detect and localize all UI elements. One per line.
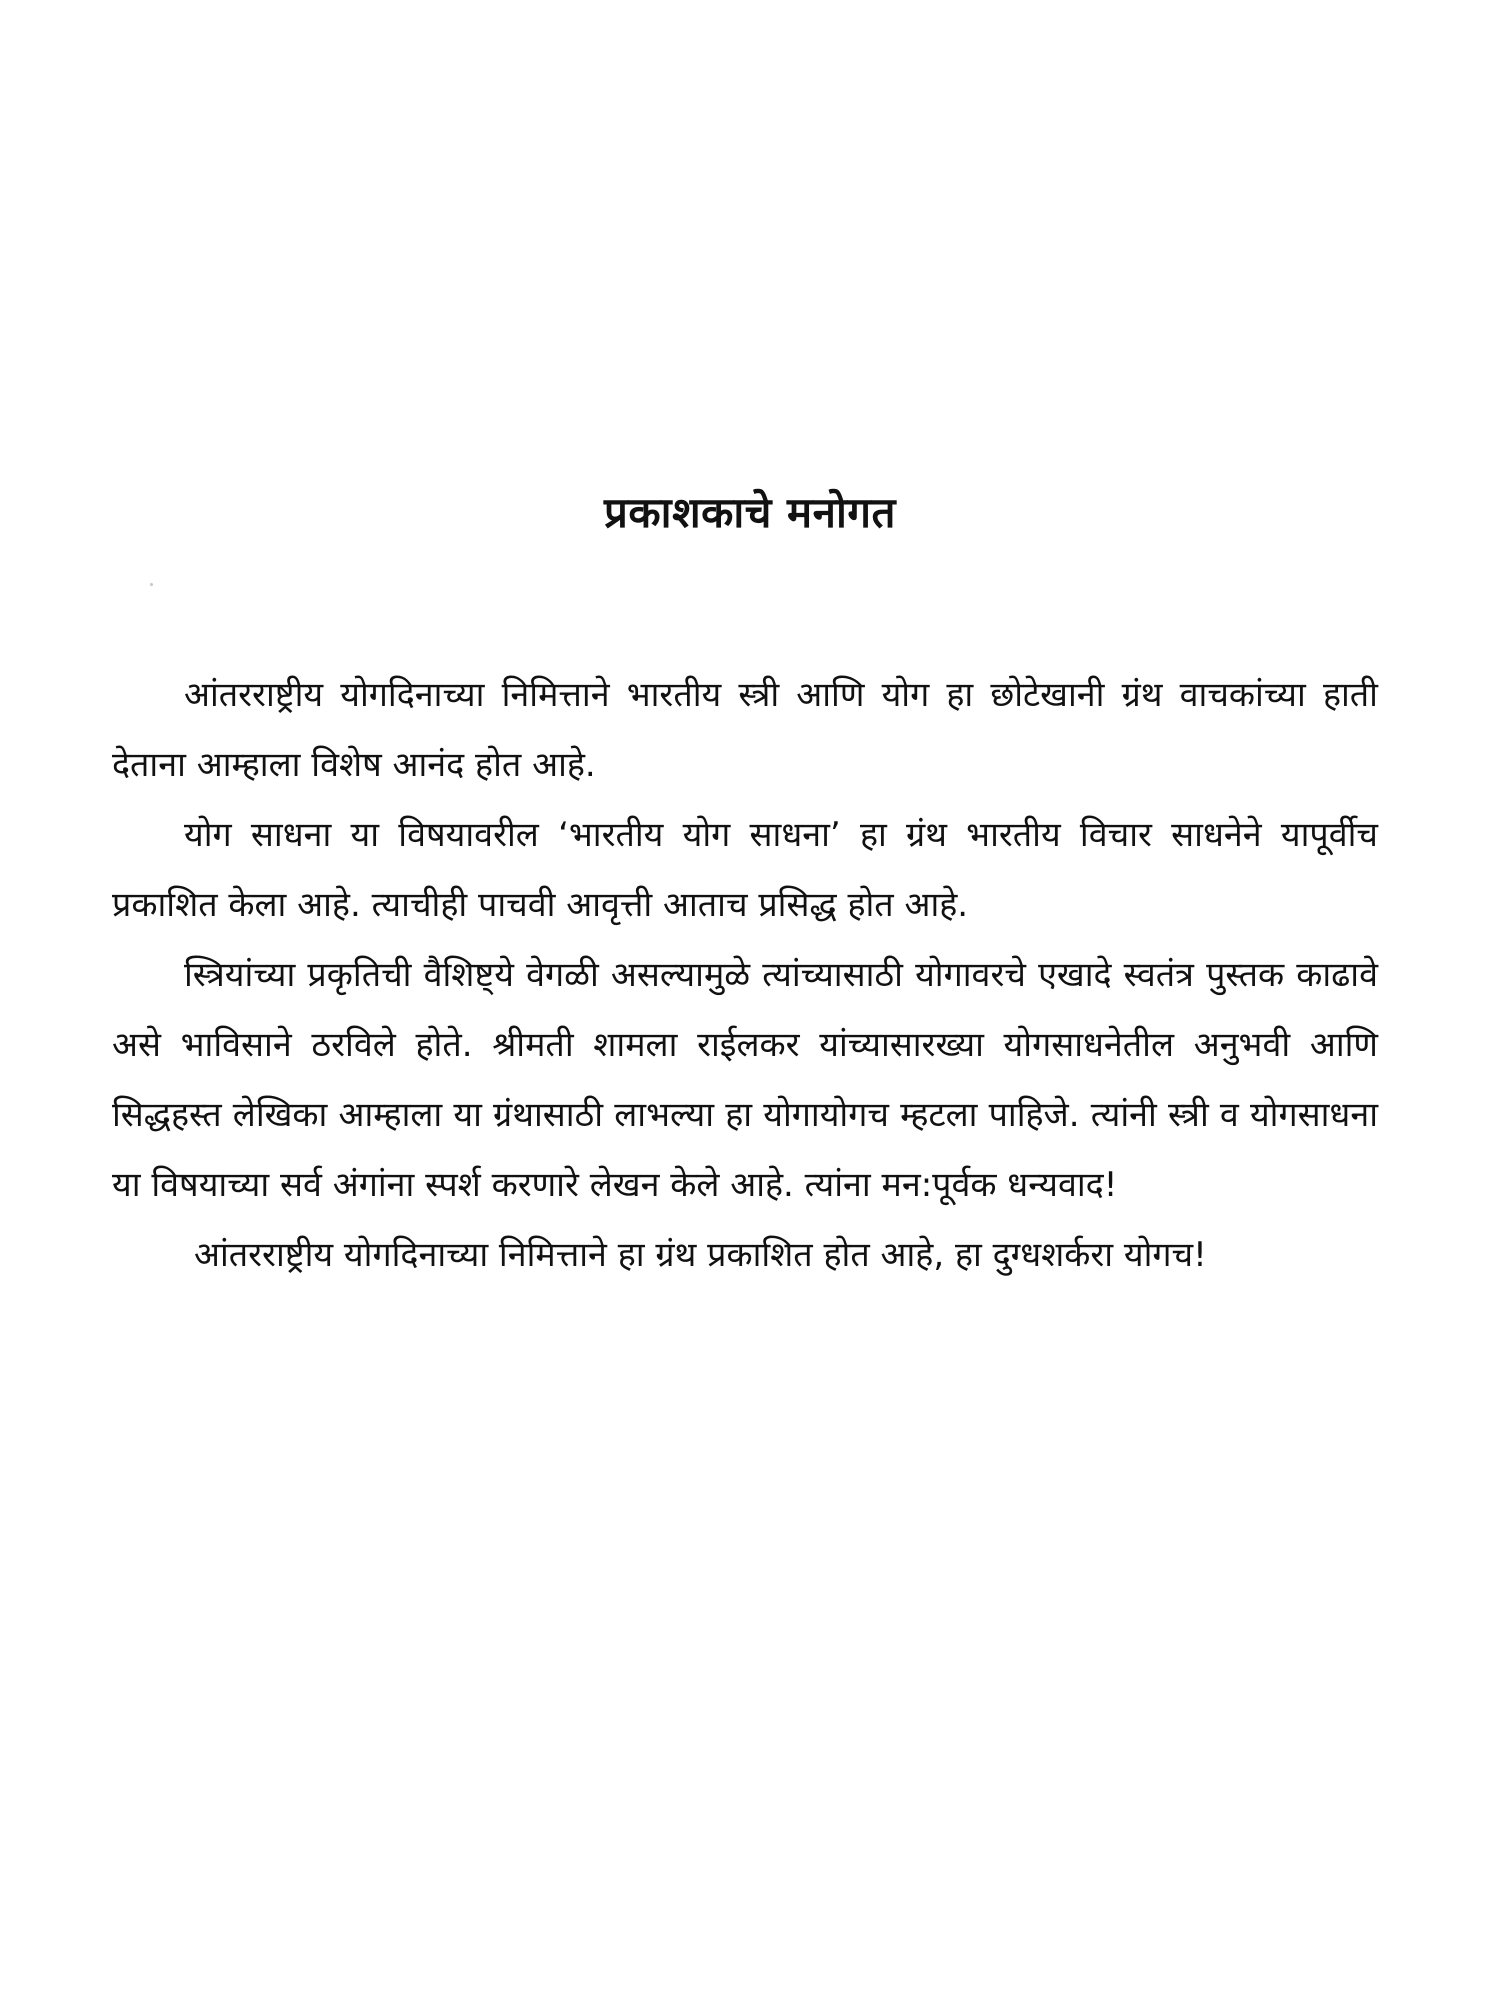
paragraph-intro: आंतरराष्ट्रीय योगदिनाच्या निमित्ताने भारतीय स्त्री आणि योग हा छोटेखानी ग्रंथ वाचकांच्या हाती देताना आम्हाला विशेष आनंद होत आहे. bbox=[112, 675, 1378, 785]
body-text bbox=[112, 660, 1378, 1290]
paragraph-author-thanks: स्त्रियांच्या प्रकृतिची वैशिष्ट्ये वेगळी असल्यामुळे त्यांच्यासाठी योगावरचे एखादे स्वतंत्र पुस्तक काढावे असे भाविसाने ठरविले होते. श्रीमती शामला राईलकर यांच्यासारख्या योगसाधनेतील अनुभवी आणि सिद्धहस्त लेखिका आम्हाला या ग्रंथासाठी लाभल्या हा योगायोगच म्हटला पाहिजे. त्यांनी स्त्री व योगसाधना या विषयाच्या सर्व अंगांना स्पर्श करणारे लेखन केले आहे. त्यांना मन:पूर्वक धन्यवाद! bbox=[112, 955, 1378, 1205]
page-title: प्रकाशकाचे मनोगत bbox=[604, 488, 896, 538]
paragraph-previous-book: योग साधना या विषयावरील ‘भारतीय योग साधना’ हा ग्रंथ भारतीय विचार साधनेने यापूर्वीच प्रकाशित केला आहे. त्याचीही पाचवी आवृत्ती आताच प्रसिद्ध होत आहे. bbox=[112, 815, 1378, 925]
scan-speck bbox=[150, 583, 153, 586]
paragraph-closing: आंतरराष्ट्रीय योगदिनाच्या निमित्ताने हा ग्रंथ प्रकाशित होत आहे, हा दुग्धशर्करा योगच! bbox=[194, 1235, 1207, 1275]
